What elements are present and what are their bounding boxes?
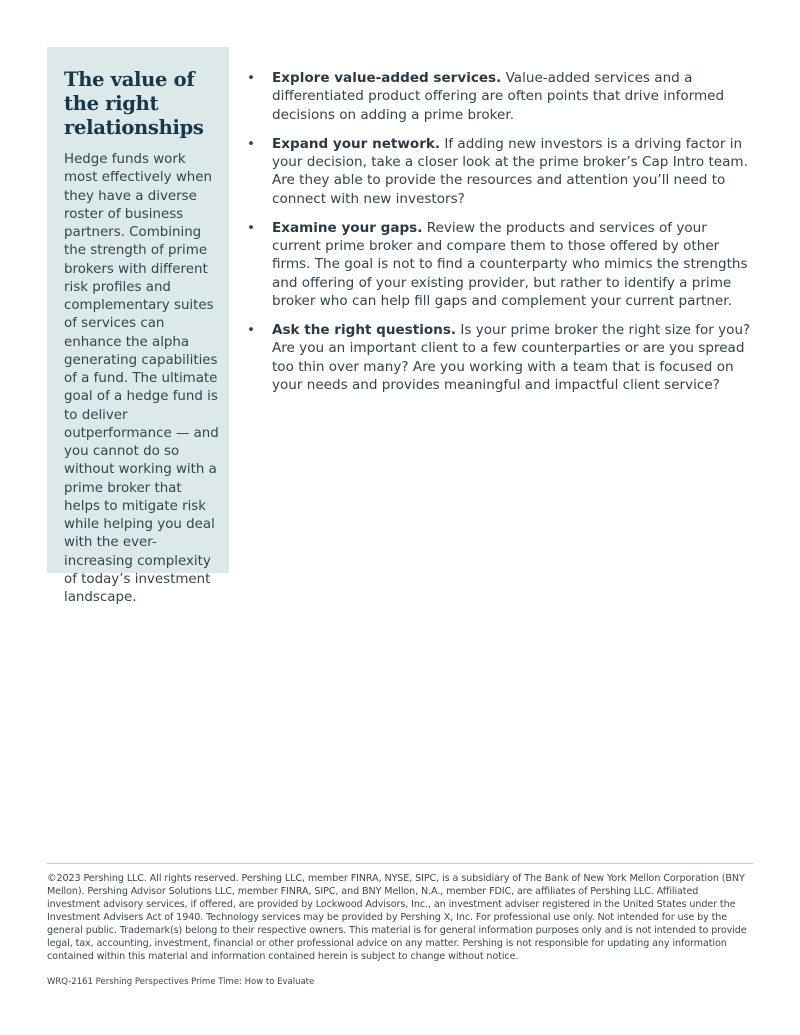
bullet-marker: • [247, 70, 255, 86]
bullet-text: Value-added services and a differentiated product offering are often points that drive informed decisions on adding a prime broker. [272, 70, 725, 123]
bullet-item-expand [247, 135, 757, 208]
bullet-marker: • [247, 219, 255, 236]
bullet-lead: Expand your network. [272, 135, 441, 152]
legal-disclaimer: ©2023 Pershing LLC. All rights reserved. Pershing LLC, member FINRA, NYSE, SIPC, is a subsidiary of The Bank of New York Mellon Corporation (BNY Mellon). Pershing Advisor Solutions LLC, member FINRA, SIPC, and BNY Mellon, N.A., member FDIC, are affiliates of Pershing LLC. Affiliated investment advisory services, if offered, are provided by Lockwood Advisors, Inc., an investment adviser registered in the United States under the Investment Advisers Act of 1940. Technology services may be provided by Pershing X, Inc. For professional use only. Not intended for use by the general public. Trademark(s) belong to their respective owners. This material is for general information purposes only and is not intended to provide legal, tax, accounting, investment, financial or other professional advice on any matter. Pershing is not responsible for updating any information contained within this material and information contained herein is subject to change without notice. [47, 873, 747, 962]
bullet-item-examine [247, 219, 757, 310]
bullet-lead: Ask the right questions. [272, 322, 457, 338]
footer-divider [47, 863, 753, 864]
bullet-lead: Examine your gaps. [272, 219, 423, 236]
bullet-lead: Explore value-added services. [272, 70, 502, 86]
bullet-marker: • [247, 322, 255, 338]
bullet-text: If adding new investors is a driving factor in your decision, take a closer look at the prime broker’s Cap Intro team. Are they able to provide the resources and attention you’ll need to connect with new investors? [272, 135, 748, 207]
sidebar-body: Hedge funds work most effectively when they have a diverse roster of business partners. Combining the strength of prime brokers with different risk profiles and complementary suites of services can enhance the alpha generating capabilities of a fund. The ultimate goal of a hedge fund is to deliver outperformance — and you cannot do so without working with a prime broker that helps to mitigate risk while helping you deal with the ever-increasing complexity of today’s investment landscape. [64, 152, 219, 605]
bullet-text: Is your prime broker the right size for you? Are you an important client to a few counterparties or are you spread too thin over many? Are you working with a team that is focused on your needs and provides meaningful and impactful client service? [272, 322, 751, 393]
bullet-item-ask [247, 321, 757, 394]
sidebar-title: The value of the right relationships [64, 68, 204, 139]
bullet-marker: • [247, 135, 255, 152]
document-code: WRQ-2161 Pershing Perspectives Prime Time: How to Evaluate [47, 977, 315, 987]
bullet-list [247, 69, 757, 405]
bullet-item-explore [247, 69, 757, 124]
bullet-text: Review the products and services of your current prime broker and compare them to those offered by other firms. The goal is not to find a counterparty who mimics the strengths and offering of your existing provider, but rather to identify a prime broker who can help fill gaps and complement your current partner. [272, 219, 748, 309]
sidebar-callout [47, 47, 229, 605]
